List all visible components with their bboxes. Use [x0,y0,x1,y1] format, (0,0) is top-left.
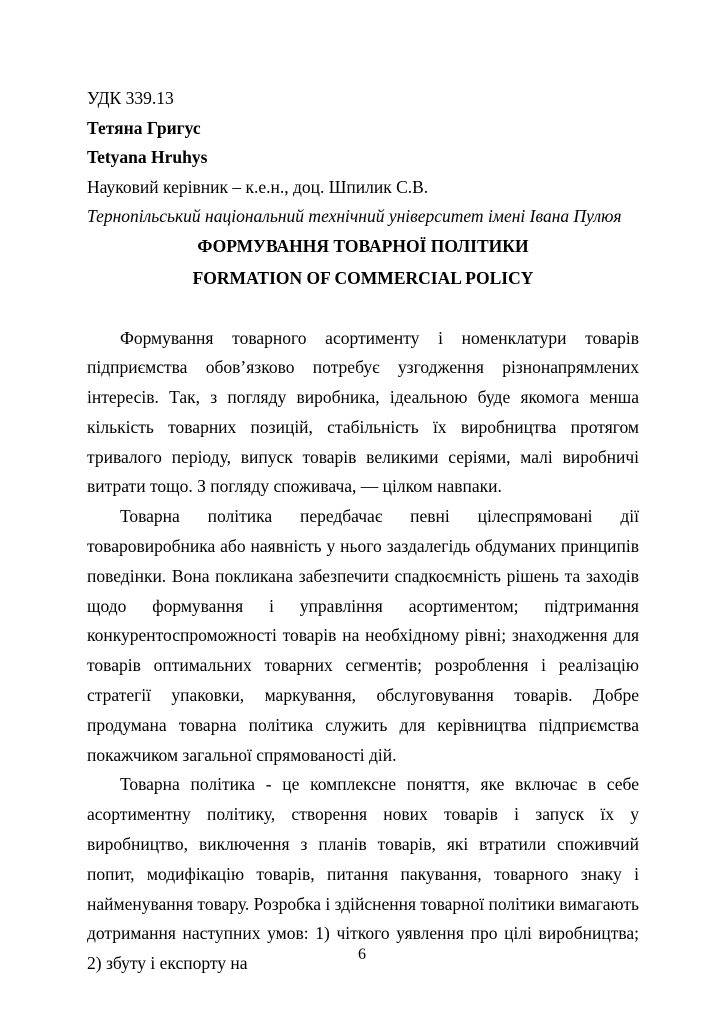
paragraph: Товарна політика - це комплексне поняття, яке включає в себе асортиментну політику, створення нових товарів і запуск їх у виробництво, виключення з планів товарів, які втратили споживчий попит, модифікацію товарів, питання пакування, товарного знаку і найменування товару. Розробка і здійснення товарної політики вимагають дотримання наступних умов: 1) чіткого уявлення про цілі виробництва; 2) збуту і експорту на [87,774,639,974]
udc-code: УДК 339.13 [87,88,174,108]
title-english: FORMATION OF COMMERCIAL POLICY [192,268,534,288]
article-body [87,324,639,980]
title-ukrainian: ФОРМУВАННЯ ТОВАРНОЇ ПОЛІТИКИ [197,235,529,256]
affiliation: Тернопільський національний технічний університет імені Івана Пулюя [87,206,622,226]
paragraph: Товарна політика передбачає певні цілеспрямовані дії товаровиробника або наявність у нього заздалегідь обдуманих принципів поведінки. Вона покликана забезпечити спадкоємність рішень та заходів щодо формування і управління асортиментом; підтримання конкурентоспроможності товарів на необхідному рівні; знаходження для товарів оптимальних товарних сегментів; розроблення і реалізацію стратегії упаковки, маркування, обслуговування товарів. Добре продумана товарна політика служить для керівництва підприємства покажчиком загальної спрямованості дій. [87,506,639,765]
paragraph: Формування товарного асортименту і номенклатури товарів підприємства обов’язково потребує узгодження різнонапрямлених інтересів. Так, з погляду виробника, ідеальною буде якомога менша кількість товарних позицій, стабільність їх виробництва протягом тривалого періоду, випуск товарів великими серіями, малі виробничі витрати тощо. З погляду споживача, — цілком навпаки. [87,327,639,497]
author-name-english: Tetyana Hruhys [87,147,208,167]
author-name-ukrainian: Тетяна Григус [87,117,201,138]
document-page [87,84,639,979]
scientific-supervisor: Науковий керівник – к.е.н., доц. Шпилик С.В. [87,176,429,197]
page-number: 6 [358,946,366,963]
